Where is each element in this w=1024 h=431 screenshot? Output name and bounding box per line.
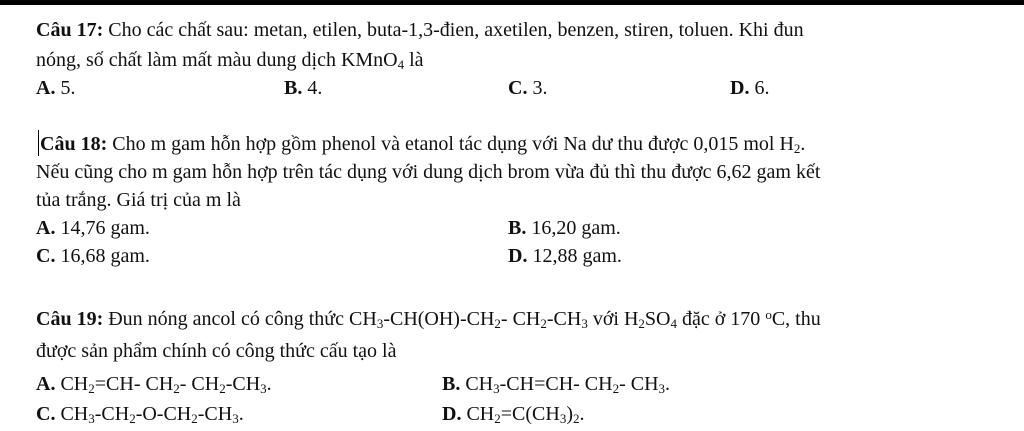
q18-option-d: D. 12,88 gam. bbox=[508, 245, 622, 267]
q19-line1: Câu 19: Đun nóng ancol có công thức $CH_3-CH(OH)-CH_2-$ $CH_2-CH_3$ với $H_2SO_4$ đặc ở 170 $^o$C, thu bbox=[36, 307, 821, 331]
q18-line1: Câu 18: Cho m gam hỗn hợp gồm phenol và etanol tác dụng với Na dư thu được 0,015 mol $H_2$. bbox=[40, 133, 806, 156]
q18-option-b: B. 16,20 gam. bbox=[508, 217, 621, 239]
q18-label: Câu 18: bbox=[40, 133, 108, 155]
top-border bbox=[0, 0, 1024, 5]
q18-option-c: C. 16,68 gam. bbox=[36, 245, 150, 267]
q18-option-a: A. 14,76 gam. bbox=[36, 217, 150, 239]
q17-label: Câu 17: bbox=[36, 19, 104, 41]
q19-option-c: C. $CH_3-CH_2-O-CH_2-CH_3$. bbox=[36, 403, 244, 426]
q18-line2: Nếu cũng cho m gam hỗn hợp trên tác dụng với dung dịch brom vừa đủ thì thu được 6,62 gam kết bbox=[36, 161, 821, 183]
q17-option-d: D. 6. bbox=[730, 77, 770, 99]
q17-option-c: C. 3. bbox=[508, 77, 548, 99]
q18-line3: tủa trắng. Giá trị của m là bbox=[36, 189, 241, 211]
q17-line2: nóng, số chất làm mất màu dung dịch KMnO$_4$ là bbox=[36, 49, 424, 72]
q19-label: Câu 19: bbox=[36, 308, 104, 330]
text-cursor bbox=[38, 130, 39, 156]
q19-option-d: D. $CH_2=C(CH_3)_2$. bbox=[442, 403, 585, 426]
q17-text1: Cho các chất sau: metan, etilen, buta-1,3-đien, axetilen, benzen, stiren, toluen. Khi đun bbox=[103, 19, 804, 41]
q17-option-b: B. 4. bbox=[284, 77, 323, 99]
q17-line1 bbox=[36, 18, 804, 42]
q19-line2: được sản phẩm chính có công thức cấu tạo là bbox=[36, 340, 397, 362]
q19-option-b: B. $CH_3-CH=CH-$ $CH_2-$ $CH_3$. bbox=[442, 373, 671, 396]
q19-option-a: A. $CH_2=CH-$ $CH_2-$ $CH_2-CH_3$. bbox=[36, 373, 272, 396]
q17-option-a: A. 5. bbox=[36, 77, 76, 99]
